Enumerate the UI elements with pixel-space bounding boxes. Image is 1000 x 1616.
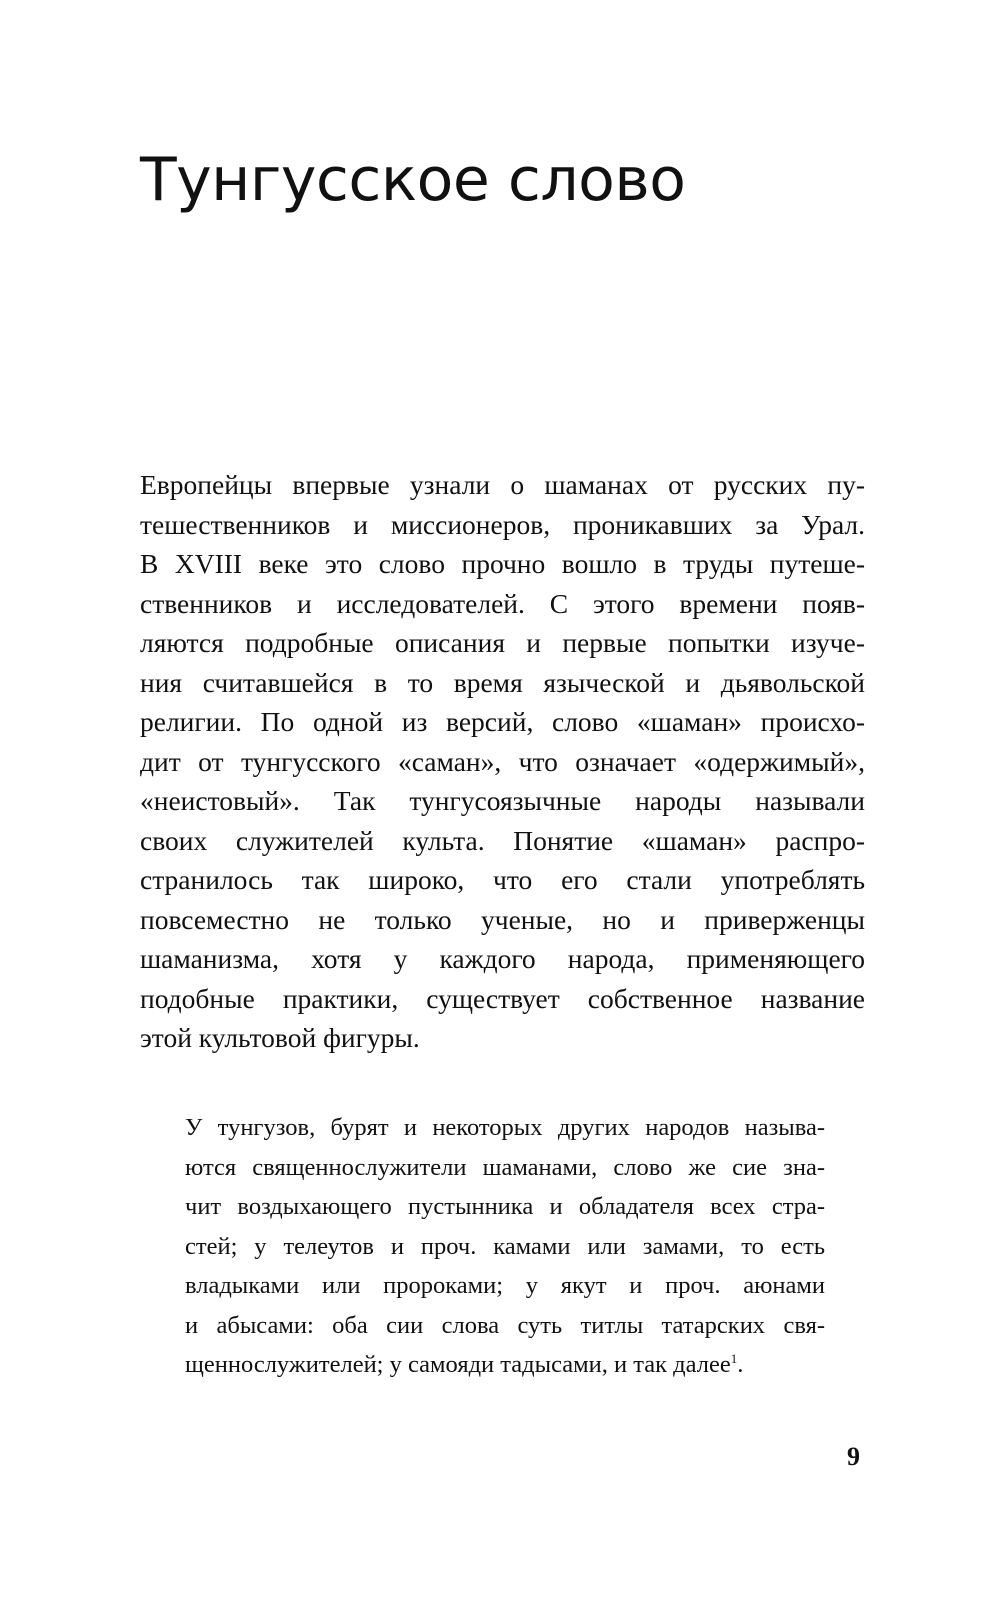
body-line: подобные практики, существует собственное название	[140, 982, 865, 1014]
body-line: дит от тунгусского «саман», что означает «одержимый»,	[140, 745, 865, 777]
page-number: 9	[847, 1442, 860, 1471]
footnote-reference[interactable]: 1	[730, 1350, 738, 1366]
quote-line: стей; у телеутов и проч. камами или замами, то есть	[185, 1232, 825, 1260]
body-line: Европейцы впервые узнали о шаманах от русских пу-	[140, 469, 865, 500]
body-line: повсеместно не только ученые, но и приверженцы	[140, 903, 865, 935]
body-line: ния считавшейся в то время языческой и дьявольской	[140, 666, 865, 698]
quote-line-text: щеннослужителей; у самояди тадысами, и так далее	[185, 1351, 731, 1378]
body-line: «неистовый». Так тунгусоязычные народы называли	[140, 785, 865, 816]
quote-last-line	[185, 1345, 825, 1385]
body-line: тешественников и миссионеров, проникавших за Урал.	[140, 508, 865, 540]
body-line: этой культовой фигуры.	[140, 1022, 420, 1053]
body-line: шаманизма, хотя у каждого народа, применяющего	[140, 943, 865, 974]
quote-line: чит воздыхающего пустынника и обладателя всех стра-	[185, 1193, 825, 1220]
body-line: ственников и исследователей. С этого времени появ-	[140, 587, 865, 619]
body-line: В XVIII веке это слово прочно вошло в труды путеше-	[140, 548, 865, 579]
body-line: религии. По одной из версий, слово «шаман» происхо-	[140, 706, 865, 737]
body-paragraph	[140, 465, 865, 1058]
block-quote	[185, 1108, 825, 1385]
chapter-title: Тунгусское слово	[140, 145, 686, 215]
quote-line: и абысами: оба сии слова суть титлы татарских свя-	[185, 1311, 825, 1339]
quote-line: владыками или пророками; у якут и проч. аюнами	[185, 1272, 825, 1299]
body-line: своих служителей культа. Понятие «шаман» распро-	[140, 824, 865, 856]
quote-end-punctuation: .	[737, 1351, 744, 1378]
body-line: ляются подробные описания и первые попытки изуче-	[140, 627, 865, 658]
quote-line: У тунгузов, бурят и некоторых других народов называ-	[185, 1114, 825, 1141]
quote-line: ются священнослужители шаманами, слово же сие зна-	[185, 1153, 825, 1181]
body-line: странилось так широко, что его стали употреблять	[140, 864, 865, 895]
